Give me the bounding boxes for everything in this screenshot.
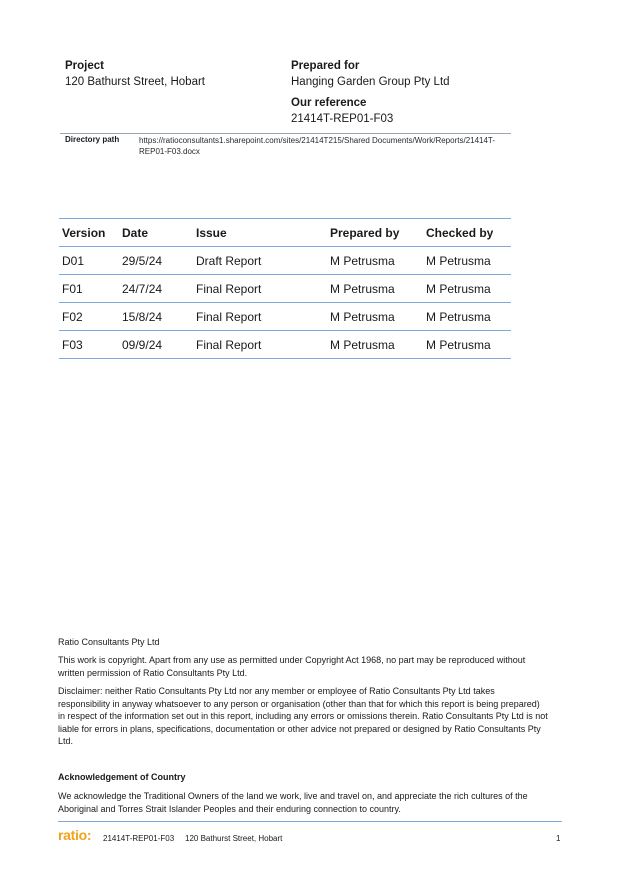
ratio-logo: ratio:: [58, 827, 92, 843]
disclaimer: Disclaimer: neither Ratio Consultants Pty Ltd nor any member or employee of Ratio Consultants Pty Ltd takes responsibility in anyway whatsoever to any person or organisation (other than that for which this report is being prepared) in respect of the information set out in this report, including any errors or omissions therein. Ratio Consultants Pty Ltd is not liable for errors in plans, specifications, documentation or other advice not prepared or designed by Ratio Consultants Pty Ltd.: [58, 686, 548, 746]
header-issue: Issue: [193, 219, 327, 247]
cell-prepared-by: M Petrusma: [327, 331, 423, 359]
table-row: [59, 247, 511, 275]
page-number: 1: [556, 834, 561, 843]
cell-version: D01: [59, 247, 119, 275]
header-prepared-by: Prepared by: [327, 219, 423, 247]
prepared-for-value: Hanging Garden Group Pty Ltd: [291, 76, 450, 88]
cell-issue: Draft Report: [193, 247, 327, 275]
directory-divider: [60, 133, 511, 134]
cell-date: 15/8/24: [119, 303, 193, 331]
directory-path-line-1: https://ratioconsultants1.sharepoint.com/sites/21414T215/Shared Documents/Work/Reports/21414T-: [139, 136, 496, 145]
project-label: Project: [65, 60, 104, 72]
cell-checked-by: M Petrusma: [423, 303, 511, 331]
cell-date: 24/7/24: [119, 275, 193, 303]
version-table-header: [59, 219, 511, 247]
our-reference-label: Our reference: [291, 97, 367, 109]
table-row: [59, 275, 511, 303]
header-date: Date: [119, 219, 193, 247]
company-name: Ratio Consultants Pty Ltd: [58, 637, 160, 647]
header-checked-by: Checked by: [423, 219, 511, 247]
cell-date: 09/9/24: [119, 331, 193, 359]
footer-divider: [58, 821, 562, 822]
acknowledgement-text: We acknowledge the Traditional Owners of the land we work, live and travel on, and appreciate the rich cultures of the Aboriginal and Torres Strait Islander Peoples and their enduring connection to country.: [58, 791, 528, 814]
footer-address: 120 Bathurst Street, Hobart: [185, 834, 283, 843]
table-row: [59, 331, 511, 359]
version-table: [59, 218, 511, 359]
cell-checked-by: M Petrusma: [423, 331, 511, 359]
cell-prepared-by: M Petrusma: [327, 303, 423, 331]
cell-prepared-by: M Petrusma: [327, 275, 423, 303]
acknowledgement-title: Acknowledgement of Country: [58, 772, 186, 782]
footer-reference: 21414T-REP01-F03: [103, 834, 175, 843]
cell-issue: Final Report: [193, 331, 327, 359]
our-reference-value: 21414T-REP01-F03: [291, 113, 394, 125]
cell-prepared-by: M Petrusma: [327, 247, 423, 275]
cell-checked-by: M Petrusma: [423, 247, 511, 275]
cell-issue: Final Report: [193, 275, 327, 303]
copyright-notice: This work is copyright. Apart from any use as permitted under Copyright Act 1968, no part may be reproduced without written permission of Ratio Consultants Pty Ltd.: [58, 655, 526, 678]
cell-checked-by: M Petrusma: [423, 275, 511, 303]
prepared-for-label: Prepared for: [291, 60, 360, 72]
directory-path-line-2: REP01-F03.docx: [139, 147, 200, 156]
project-value: 120 Bathurst Street, Hobart: [65, 76, 205, 88]
directory-path-label: Directory path: [65, 135, 120, 144]
directory-path-value: [139, 135, 504, 157]
cell-date: 29/5/24: [119, 247, 193, 275]
table-row: [59, 303, 511, 331]
cell-version: F02: [59, 303, 119, 331]
cell-version: F01: [59, 275, 119, 303]
cell-version: F03: [59, 331, 119, 359]
header-version: Version: [59, 219, 119, 247]
cell-issue: Final Report: [193, 303, 327, 331]
